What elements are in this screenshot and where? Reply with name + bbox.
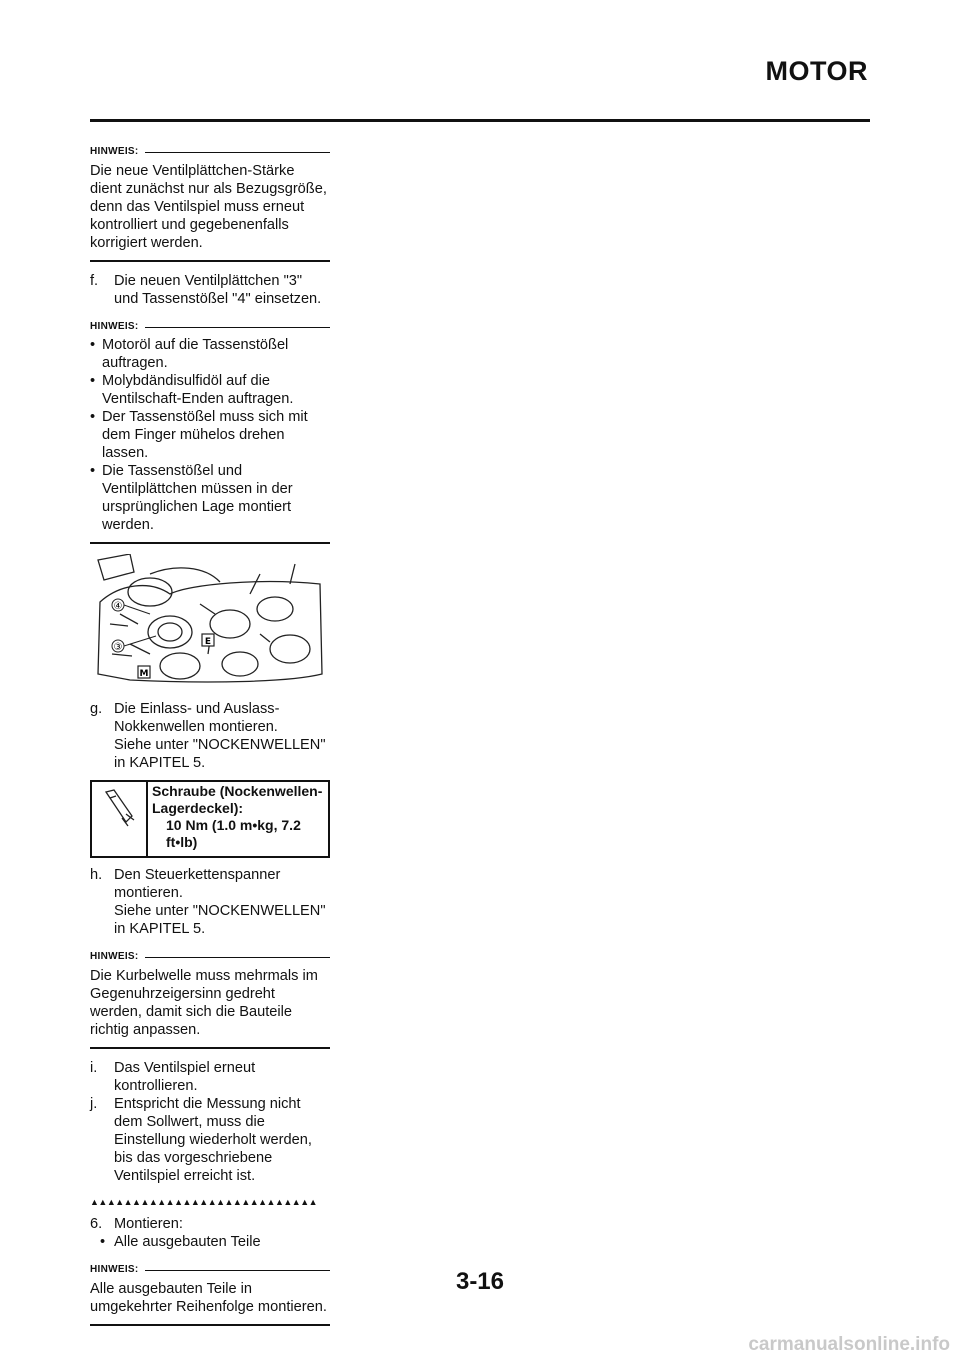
header-rule: [90, 119, 870, 122]
note-label: HINWEIS:: [90, 1264, 139, 1275]
torque-title: Schraube (Nockenwellen- Lagerdeckel):: [152, 783, 323, 816]
watermark-text: carmanualsonline.info: [748, 1334, 950, 1355]
section-end-marks: ▲▲▲▲▲▲▲▲▲▲▲▲▲▲▲▲▲▲▲▲▲▲▲▲▲▲▲: [90, 1197, 318, 1207]
list-item: • Der Tassenstößel muss sich mit dem Finger mühelos drehen lassen.: [90, 409, 308, 461]
note-heading: [90, 318, 330, 336]
note-end-rule: [90, 260, 330, 262]
step-j: j. Entspricht die Messung nicht dem Sollwert, muss die Einstellung wiederholt werden, bis das vorgeschriebene Ventilspiel erreicht ist.: [90, 1096, 312, 1184]
page-number: 3-16: [455, 1268, 505, 1295]
list-item: • Alle ausgebauten Teile: [100, 1234, 261, 1250]
note-label: HINWEIS:: [90, 146, 139, 157]
note-heading: [90, 143, 330, 161]
torque-spec-box: [90, 780, 330, 858]
callout-4: ④: [113, 601, 123, 612]
list-item: • Motoröl auf die Tassenstößel auftragen.: [90, 337, 289, 371]
note-text: Die neue Ventilplättchen-Stärke dient zunächst nur als Bezugsgröße, denn das Ventilspiel muss erneut kontrolliert und gegebenenfalls korrigiert werden.: [90, 163, 327, 251]
oil-symbol-e: E: [204, 637, 212, 647]
step-i: i. Das Ventilspiel erneut kontrollieren.: [90, 1060, 256, 1094]
note-label: HINWEIS:: [90, 951, 139, 962]
note-label: HINWEIS:: [90, 321, 139, 332]
step-g: g. Die Einlass- und Auslass-Nokkenwellen montieren. Siehe unter "NOCKENWELLEN" in KAPITEL 5.: [90, 701, 326, 771]
oil-symbol-m: M: [139, 669, 149, 679]
step-h: h. Den Steuerkettenspanner montieren. Siehe unter "NOCKENWELLEN" in KAPITEL 5.: [90, 867, 326, 937]
note-end-rule: [90, 542, 330, 544]
torque-value: 10 Nm (1.0 m•kg, 7.2 ft•lb): [166, 817, 301, 850]
note-text: Alle ausgebauten Teile in umgekehrter Reihenfolge montieren.: [90, 1281, 327, 1315]
step-6: 6. Montieren:: [90, 1216, 183, 1232]
note-heading: [90, 948, 330, 966]
list-item: • Molybdändisulfidöl auf die Ventilschaft-Enden auftragen.: [90, 373, 294, 407]
engine-head-drawing: [90, 554, 330, 696]
note-end-rule: [90, 1324, 330, 1326]
note-end-rule: [90, 1047, 330, 1049]
valve-lifter-illustration: [90, 554, 330, 696]
note-text: Die Kurbelwelle muss mehrmals im Gegenuhrzeigersinn gedreht werden, damit sich die Bauteile richtig anpassen.: [90, 968, 318, 1038]
step-f: f. Die neuen Ventilplättchen "3" und Tassenstößel "4" einsetzen.: [90, 273, 322, 307]
list-item: • Die Tassenstößel und Ventilplättchen müssen in der ursprünglichen Lage montiert werden.: [90, 463, 293, 533]
torque-wrench-icon: [92, 782, 148, 856]
page-title: MOTOR: [765, 56, 868, 86]
note-bullet-list: [90, 336, 330, 534]
content-column: [90, 137, 330, 1336]
callout-3: ③: [113, 642, 123, 653]
